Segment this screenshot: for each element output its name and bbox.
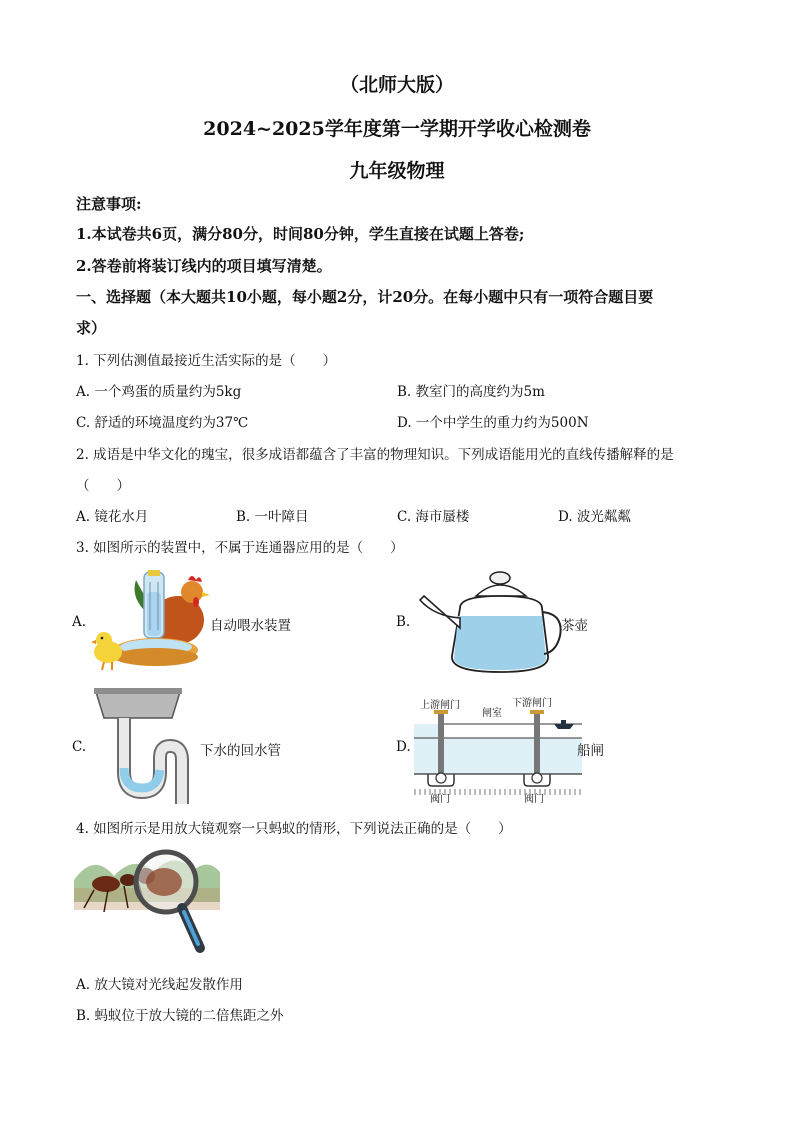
lock-label-valve-1: 阀门 <box>430 794 450 805</box>
edition-label: （北师大版） <box>339 74 454 96</box>
exam-title: 2024~2025学年度第一学期开学收心检测卷 <box>203 118 591 140</box>
q4-option-a[interactable]: A. 放大镜对光线起发散作用 <box>76 977 243 993</box>
q3-option-a-caption: 自动喂水装置 <box>210 618 291 634</box>
q3-option-b-letter[interactable]: B. <box>396 614 411 630</box>
q2-option-d[interactable]: D. 波光粼粼 <box>558 509 631 525</box>
notes-item-2: 2.答卷前将装订线内的项目填写清楚。 <box>76 257 332 275</box>
q1-option-a[interactable]: A. 一个鸡蛋的质量约为5kg <box>76 384 242 400</box>
q1-option-b[interactable]: B. 教室门的高度约为5m <box>397 384 545 400</box>
q4-stem: 4. 如图所示是用放大镜观察一只蚂蚁的情形，下列说法正确的是（ ） <box>76 821 512 837</box>
subject-title: 九年级物理 <box>349 160 445 182</box>
q3-option-a-letter[interactable]: A. <box>72 614 87 630</box>
teapot-illustration <box>414 566 564 676</box>
q3-stem: 3. 如图所示的装置中，不属于连通器应用的是（ ） <box>76 540 404 556</box>
q1-option-d[interactable]: D. 一个中学生的重力约为500N <box>397 415 589 431</box>
notes-item-1: 1.本试卷共6页，满分80分，时间80分钟，学生直接在试题上答卷; <box>76 225 525 243</box>
lock-label-valve-2: 阀门 <box>524 794 544 805</box>
q2-option-a[interactable]: A. 镜花水月 <box>76 509 149 525</box>
section-heading-line1: 一、选择题（本大题共10小题，每小题2分，计20分。在每小题中只有一项符合题目要 <box>76 288 654 306</box>
q1-stem: 1. 下列估测值最接近生活实际的是（ ） <box>76 353 337 369</box>
magnifier-ant-illustration <box>74 842 220 960</box>
notes-heading: 注意事项: <box>76 195 142 213</box>
q2-option-c[interactable]: C. 海市蜃楼 <box>397 509 470 525</box>
q3-option-c-caption: 下水的回水管 <box>200 743 281 759</box>
q3-option-d-caption: 船闸 <box>577 743 604 759</box>
section-heading-line2: 求） <box>76 319 107 337</box>
lock-label-lower-gate: 下游闸门 <box>512 698 552 709</box>
lock-label-upper-gate: 上游闸门 <box>420 700 460 711</box>
q3-option-b-caption: 茶壶 <box>561 618 588 634</box>
q1-option-c[interactable]: C. 舒适的环境温度约为37℃ <box>76 415 249 431</box>
q3-option-d-letter[interactable]: D. <box>396 739 411 755</box>
lock-label-chamber: 闸室 <box>482 708 502 719</box>
q2-stem-line1: 2. 成语是中华文化的瑰宝，很多成语都蕴含了丰富的物理知识。下列成语能用光的直线传播解释的是 <box>76 447 674 463</box>
q2-stem-line2: （ ） <box>76 478 130 494</box>
sink-drain-trap-illustration <box>92 688 200 806</box>
q2-option-b[interactable]: B. 一叶障目 <box>236 509 309 525</box>
automatic-feeder-illustration <box>90 562 212 674</box>
q3-option-c-letter[interactable]: C. <box>72 739 87 755</box>
q4-option-b[interactable]: B. 蚂蚁位于放大镜的二倍焦距之外 <box>76 1008 284 1024</box>
